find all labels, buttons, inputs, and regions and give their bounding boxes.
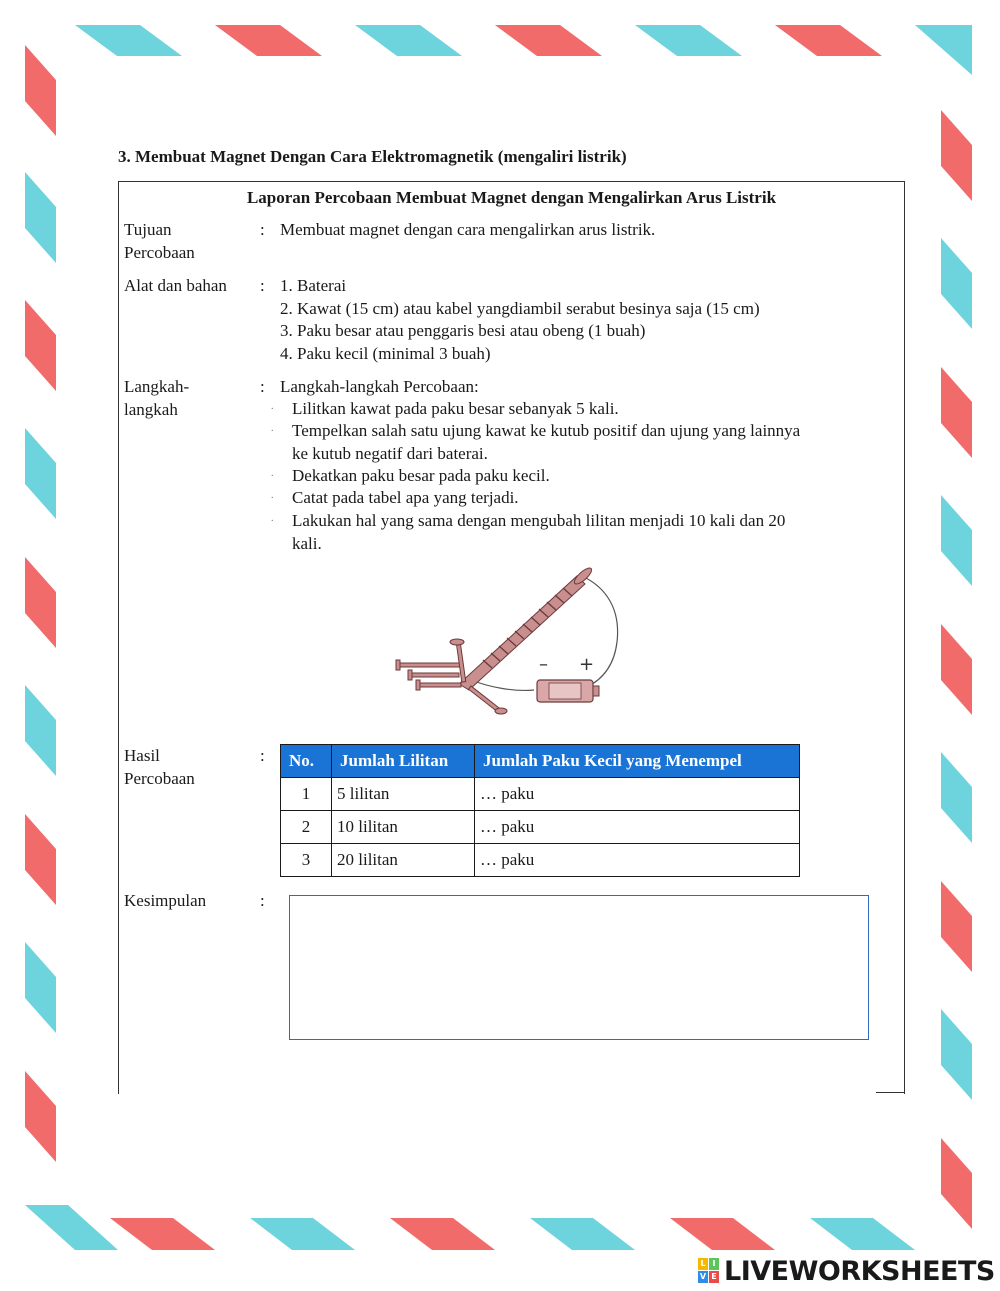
alat-colon: : — [260, 276, 265, 295]
step-bullet: . — [271, 401, 274, 412]
column-header-no: No. — [281, 745, 332, 778]
alat-item: 2. Kawat (15 cm) atau kabel yangdiambil serabut besinya saja (15 cm) — [280, 299, 760, 318]
step-text: Tempelkan salah satu ujung kawat ke kutub positif dan ujung yang lainnya — [292, 421, 801, 440]
step-bullet: . — [271, 423, 274, 434]
alat-item: 4. Paku kecil (minimal 3 buah) — [280, 344, 491, 363]
langkah-colon: : — [260, 377, 265, 396]
tujuan-colon: : — [260, 220, 265, 239]
results-table — [280, 744, 800, 877]
cell-paku[interactable]: … paku — [475, 844, 800, 877]
cell-lilitan: 20 lilitan — [332, 844, 475, 877]
cell-no: 3 — [281, 844, 332, 877]
tujuan-label-line2: Percobaan — [124, 243, 195, 262]
logo-text: LIVEWORKSHEETS — [724, 1255, 995, 1287]
border-right-stripes — [941, 110, 972, 1229]
step-bullet: . — [271, 468, 274, 479]
cell-paku[interactable]: … paku — [475, 778, 800, 811]
report-title: Laporan Percobaan Membuat Magnet dengan Mengalirkan Arus Listrik — [246, 188, 777, 207]
alat-item: 3. Paku besar atau penggaris besi atau obeng (1 buah) — [280, 321, 646, 340]
border-bottom-stripes — [25, 1205, 915, 1250]
logo-mark — [698, 1258, 720, 1284]
border-left-stripes — [25, 45, 56, 1162]
kesimpulan-label: Kesimpulan — [124, 891, 207, 910]
column-header-lilitan: Jumlah Lilitan — [332, 745, 475, 778]
hasil-label-line2: Percobaan — [124, 769, 195, 788]
hasil-label-line1: Hasil — [124, 746, 160, 765]
step-text: Dekatkan paku besar pada paku kecil. — [292, 466, 550, 485]
cell-lilitan: 10 lilitan — [332, 811, 475, 844]
langkah-intro: Langkah-langkah Percobaan: — [280, 377, 479, 396]
step-text: kali. — [292, 534, 322, 553]
hasil-colon: : — [260, 746, 265, 765]
battery-plus-label: + — [579, 654, 595, 675]
table-header-row — [281, 745, 800, 778]
tujuan-label-line1: Tujuan — [124, 220, 172, 239]
step-bullet: . — [271, 490, 274, 501]
cell-no: 1 — [281, 778, 332, 811]
step-text: Catat pada tabel apa yang terjadi. — [292, 488, 519, 507]
alat-item: 1. Baterai — [280, 276, 347, 295]
step-text: ke kutub negatif dari baterai. — [292, 444, 488, 463]
column-header-paku: Jumlah Paku Kecil yang Menempel — [475, 745, 800, 778]
alat-label: Alat dan bahan — [124, 276, 227, 295]
border-top-stripes — [75, 25, 972, 75]
liveworksheets-logo — [698, 1256, 995, 1286]
kesimpulan-colon: : — [260, 891, 265, 910]
table-row — [281, 844, 800, 877]
logo-mark-letter: I — [709, 1258, 719, 1270]
logo-mark-letter: L — [698, 1258, 708, 1270]
report-frame — [118, 181, 905, 1094]
report-bottom-edge — [876, 1092, 904, 1093]
battery-minus-label: – — [539, 654, 548, 675]
langkah-label-line1: Langkah- — [124, 377, 190, 396]
table-row — [281, 778, 800, 811]
logo-mark-letter: E — [709, 1271, 719, 1283]
cell-no: 2 — [281, 811, 332, 844]
step-text: Lilitkan kawat pada paku besar sebanyak 5 kali. — [292, 399, 619, 418]
kesimpulan-answer-box[interactable] — [289, 895, 869, 1040]
electromagnet-illustration — [389, 562, 629, 737]
langkah-label-line2: langkah — [124, 400, 178, 419]
cell-lilitan: 5 lilitan — [332, 778, 475, 811]
step-text: Lakukan hal yang sama dengan mengubah lilitan menjadi 10 kali dan 20 — [292, 511, 786, 530]
section-heading: 3. Membuat Magnet Dengan Cara Elektromagnetik (mengaliri listrik) — [118, 147, 627, 166]
cell-paku[interactable]: … paku — [475, 811, 800, 844]
step-bullet: . — [271, 513, 274, 524]
logo-mark-letter: V — [699, 1272, 707, 1281]
tujuan-value: Membuat magnet dengan cara mengalirkan arus listrik. — [280, 220, 656, 239]
table-row — [281, 811, 800, 844]
